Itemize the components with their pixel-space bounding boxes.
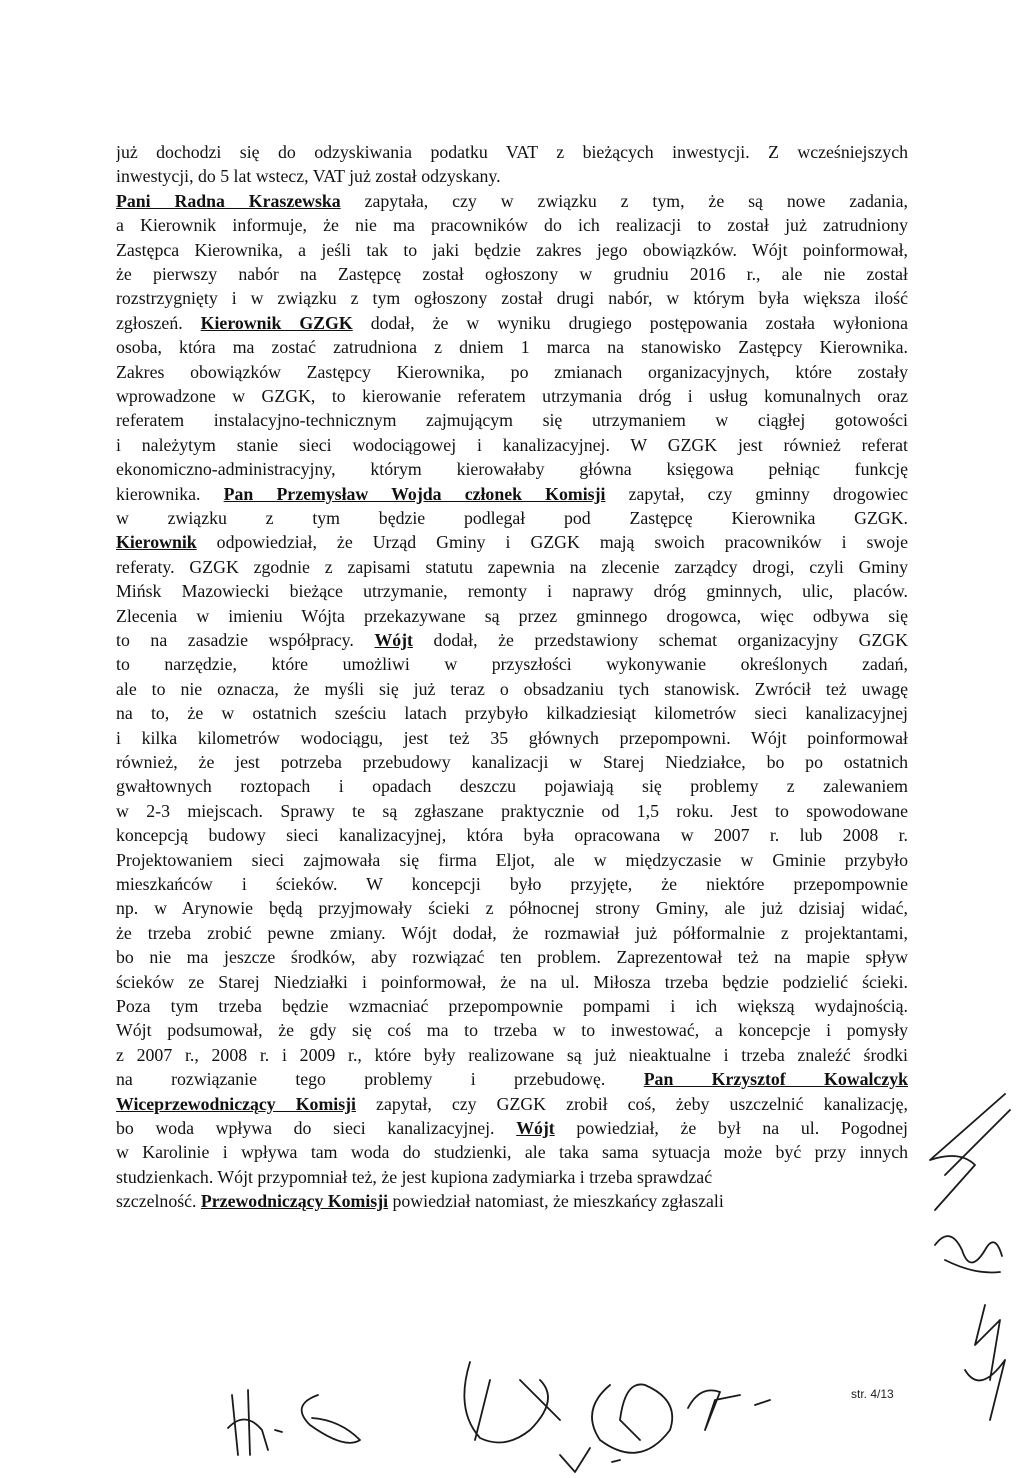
signature-2 xyxy=(302,1395,360,1443)
text-line xyxy=(116,286,908,310)
text-line xyxy=(116,506,908,530)
signature-4 xyxy=(592,1384,672,1452)
text-line xyxy=(116,604,908,628)
text-line xyxy=(116,311,908,335)
text-line xyxy=(116,213,908,237)
text-line xyxy=(116,945,908,969)
speaker-name: Wójt xyxy=(374,630,413,650)
text-line xyxy=(116,994,908,1018)
page-number: str. 4/13 xyxy=(851,1387,894,1401)
text-line xyxy=(116,823,908,847)
text-line xyxy=(116,677,908,701)
text-run: w związku z tym będzie podlegał pod Zastępcę Kierownika GZGK. xyxy=(116,508,908,528)
text-run: to narzędzie, które umożliwi w przyszłości wykonywanie określonych zadań, xyxy=(116,654,908,675)
text-run: Wójt podsumował, że gdy się coś ma to trzeba w to inwestować, a koncepcje i pomysły xyxy=(116,1020,908,1041)
text-line xyxy=(116,750,908,774)
text-run: to na zasadzie współpracy. xyxy=(116,630,375,650)
text-run: i należytym stanie sieci wodociągowej i kanalizacyjnej. W GZGK jest również referat xyxy=(116,434,908,455)
margin-initial-2 xyxy=(935,1236,1002,1272)
text-run: Zlecenia w imieniu Wójta przekazywane są przez gminnego drogowca, więc odbywa się xyxy=(116,605,908,626)
text-run: ale to nie oznacza, że myśli się już teraz o obsadzaniu tych stanowisk. Zwrócił też uwagę xyxy=(116,678,908,699)
text-run: a Kierownik informuje, że nie ma pracowników do ich realizacji to został już zatrudniony xyxy=(116,215,908,236)
text-run: już dochodzi się do odzyskiwania podatku VAT z bieżących inwestycji. Z wcześniejszych xyxy=(116,142,908,162)
text-line xyxy=(116,164,908,188)
text-run: na rozwiązanie tego problemy i przebudowę. xyxy=(116,1069,644,1090)
text-run: zapytała, czy w związku z tym, że są nowe zadania, xyxy=(340,190,908,211)
text-run: i kilka kilometrów wodociągu, jest też 35 głównych przepompowni. Wójt poinformował xyxy=(116,727,908,748)
text-run: zgłoszeń. xyxy=(116,312,201,333)
text-run: bo woda wpływa do sieci kanalizacyjnej. xyxy=(116,1118,517,1138)
text-run: zapytał, czy GZGK zrobił coś, żeby uszczelnić kanalizację, xyxy=(355,1093,908,1114)
text-run: Zakres obowiązków Zastępcy Kierownika, po zmianach organizacyjnych, które zostały xyxy=(116,361,908,382)
text-run: w 2-3 miejscach. Sprawy te są zgłaszane praktycznie od 1,5 roku. Jest to spowodowane xyxy=(116,800,908,821)
text-run: rozstrzygnięty i w związku z tym ogłoszony został drugi nabór, w którym była większa ilość xyxy=(116,288,908,309)
margin-initial-3 xyxy=(965,1305,1005,1420)
signature-5 xyxy=(688,1390,770,1430)
text-run: wprowadzone w GZGK, to kierowanie referatem utrzymania dróg i usług komunalnych oraz xyxy=(116,386,908,406)
text-run: w Karolinie i wpływa tam woda do studzienki, ale taka sama sytuacja może być przy innych xyxy=(116,1142,908,1163)
text-run: że pierwszy nabór na Zastępcę został ogłoszony w grudniu 2016 r., ale nie został xyxy=(116,264,908,284)
text-run: powiedział, że był na ul. Pogodnej xyxy=(554,1118,908,1138)
text-line xyxy=(116,1165,908,1189)
speaker-name: Kierownik GZGK xyxy=(200,312,353,333)
text-run: dodał, że przedstawiony schemat organizacyjny GZGK xyxy=(412,630,908,650)
text-line xyxy=(116,896,908,920)
text-run: referaty. GZGK zgodnie z zapisami statutu zapewnia na zlecenie zarządcy drogi, czyli Gminy xyxy=(116,556,908,577)
speaker-name: Wójt xyxy=(516,1118,555,1138)
text-run: odpowiedział, że Urząd Gminy i GZGK mają swoich pracowników i swoje xyxy=(196,532,908,553)
text-line xyxy=(116,1140,908,1164)
text-run: Zastępca Kierownika, a jeśli tak to jaki będzie zakres jego obowiązków. Wójt poinformował, xyxy=(116,239,908,260)
text-line xyxy=(116,384,908,408)
text-line xyxy=(116,1043,908,1067)
text-line xyxy=(116,628,908,652)
text-line xyxy=(116,652,908,676)
text-line xyxy=(116,1018,908,1042)
text-line xyxy=(116,774,908,798)
text-run: dodał, że w wyniku drugiego postępowania została wyłoniona xyxy=(352,312,908,333)
text-line xyxy=(116,457,908,481)
text-line xyxy=(116,701,908,725)
signature-1 xyxy=(228,1390,282,1455)
text-line xyxy=(116,848,908,872)
speaker-name: Pan Krzysztof Kowalczyk xyxy=(643,1069,908,1090)
text-line xyxy=(116,408,908,432)
text-line xyxy=(116,1092,908,1116)
text-line xyxy=(116,970,908,994)
text-line xyxy=(116,360,908,384)
speaker-name: Pani Radna Kraszewska xyxy=(116,190,341,211)
text-line xyxy=(116,433,908,457)
text-line xyxy=(116,872,908,896)
text-run: Poza tym trzeba będzie wzmacniać przepompownie pompami i ich większą wydajnością. xyxy=(116,996,908,1016)
signature-3 xyxy=(464,1362,560,1443)
text-run: ekonomiczno-administracyjny, którym kierowałaby główna księgowa pełniąc funkcję xyxy=(116,459,908,480)
text-line xyxy=(116,1189,908,1213)
text-run: powiedział natomiast, że mieszkańcy zgłaszali xyxy=(388,1191,724,1212)
text-run: inwestycji, do 5 lat wstecz, VAT już został odzyskany. xyxy=(116,166,501,187)
text-run: ścieków ze Starej Niedziałki i poinformował, że na ul. Miłosza trzeba będzie podzielić ścieki. xyxy=(116,971,908,992)
text-run: kierownika. xyxy=(116,483,224,504)
speaker-name: Wiceprzewodniczący Komisji xyxy=(116,1093,356,1114)
speaker-name: Kierownik xyxy=(116,532,197,553)
text-line xyxy=(116,799,908,823)
text-line xyxy=(116,1067,908,1091)
text-line xyxy=(116,726,908,750)
text-line xyxy=(116,262,908,286)
text-line xyxy=(116,189,908,213)
speaker-name: Pan Przemysław Wojda członek Komisji xyxy=(223,483,606,504)
speaker-name: Przewodniczący Komisji xyxy=(200,1191,389,1212)
text-line xyxy=(116,555,908,579)
margin-initial-1 xyxy=(930,1094,1010,1210)
text-line xyxy=(116,1116,908,1140)
text-run: na to, że w ostatnich sześciu latach przybyło kilkadziesiąt kilometrów sieci kanalizacyjnej xyxy=(116,703,908,724)
text-line xyxy=(116,238,908,262)
signature-6 xyxy=(560,1448,620,1472)
text-run: że trzeba zrobić pewne zmiany. Wójt dodał, że rozmawiał już półformalnie z projektantami, xyxy=(116,922,908,943)
text-run: mieszkańców i ścieków. W koncepcji było przyjęte, że niektóre przepompownie xyxy=(116,874,908,894)
text-line xyxy=(116,921,908,945)
text-run: referatem instalacyjno-technicznym zajmującym się utrzymaniem w ciągłej gotowości xyxy=(116,410,908,431)
text-line xyxy=(116,530,908,554)
text-run: również, że jest potrzeba przebudowy kanalizacji w Starej Niedziałce, bo po ostatnich xyxy=(116,752,908,772)
text-run: np. w Arynowie będą przyjmowały ścieki z północnej strony Gminy, ale już dzisiaj widać, xyxy=(116,898,908,919)
text-line xyxy=(116,335,908,359)
text-run: koncepcją budowy sieci kanalizacyjnej, która była opracowana w 2007 r. lub 2008 r. xyxy=(116,825,908,846)
text-run: Projektowaniem sieci zajmowała się firma Eljot, ale w międzyczasie w Gminie przybyło xyxy=(116,849,908,870)
text-line xyxy=(116,579,908,603)
text-run: szczelność. xyxy=(116,1191,201,1212)
text-run: zapytał, czy gminny drogowiec xyxy=(605,483,908,504)
text-run: Mińsk Mazowiecki bieżące utrzymanie, remonty i naprawy dróg gminnych, ulic, placów. xyxy=(116,581,908,602)
text-line xyxy=(116,140,908,164)
text-run: bo nie ma jeszcze środków, aby rozwiązać ten problem. Zaprezentował też na mapie spływ xyxy=(116,947,908,968)
text-run: osoba, która ma zostać zatrudniona z dniem 1 marca na stanowisko Zastępcy Kierownika. xyxy=(116,337,908,358)
text-run: z 2007 r., 2008 r. i 2009 r., które były realizowane są już nieaktualne i trzeba znaleźć środki xyxy=(116,1044,908,1065)
text-run: gwałtownych roztopach i opadach deszczu pojawiają się problemy z zalewaniem xyxy=(116,776,908,797)
text-run: studzienkach. Wójt przypomniał też, że jest kupiona zadymiarka i trzeba sprawdzać xyxy=(116,1166,713,1187)
text-line xyxy=(116,482,908,506)
